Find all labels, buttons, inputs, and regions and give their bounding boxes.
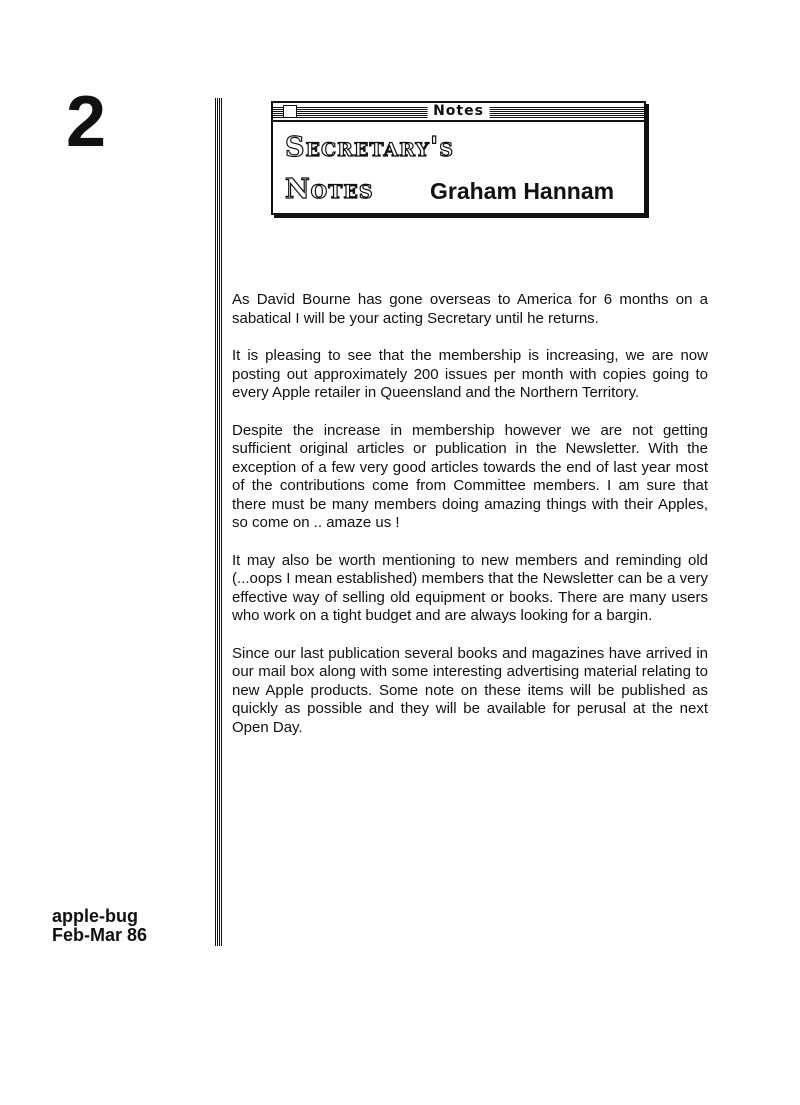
window-title: Notes bbox=[427, 103, 490, 120]
vertical-rule bbox=[215, 98, 223, 946]
heading-secretarys: Secretary's bbox=[285, 132, 454, 163]
author-name: Graham Hannam bbox=[430, 178, 615, 204]
publication-name: apple-bug bbox=[52, 906, 138, 926]
page-number: 2 bbox=[66, 82, 107, 162]
paragraph: Despite the increase in membership however we are not getting sufficient original articles or publication in the Newsletter. With the exception of a few very good articles towards the end of last year most of the contributions come from Committee members. I am sure that there must be many members doing amazing things with their Apples, so come on .. amaze us ! bbox=[232, 421, 708, 531]
paragraph: Since our last publication several books and magazines have arrived in our mail box along with some interesting advertising material relating to new Apple products. Some note on these items will be published as quickly as possible and they will be available for perusal at the next Open Day. bbox=[232, 644, 708, 736]
paragraph: As David Bourne has gone overseas to America for 6 months on a sabatical I will be your acting Secretary until he returns. bbox=[232, 291, 708, 327]
article-body bbox=[232, 291, 708, 756]
close-box-icon bbox=[283, 105, 297, 118]
notes-window bbox=[271, 101, 646, 215]
paragraph: It may also be worth mentioning to new members and reminding old (...oops I mean established) members that the Newsletter can be a very effective way of selling old equipment or books. There are many users who work on a tight budget and are always looking for a bargin. bbox=[232, 551, 708, 624]
issue-date: Feb-Mar 86 bbox=[52, 925, 148, 945]
window-titlebar bbox=[273, 103, 644, 122]
publication-footer bbox=[52, 907, 147, 945]
heading-notes: Notes bbox=[285, 174, 374, 205]
paragraph: It is pleasing to see that the membership is increasing, we are now posting out approximately 200 issues per month with copies going to every Apple retailer in Queensland and the Northern Territory. bbox=[232, 347, 708, 401]
